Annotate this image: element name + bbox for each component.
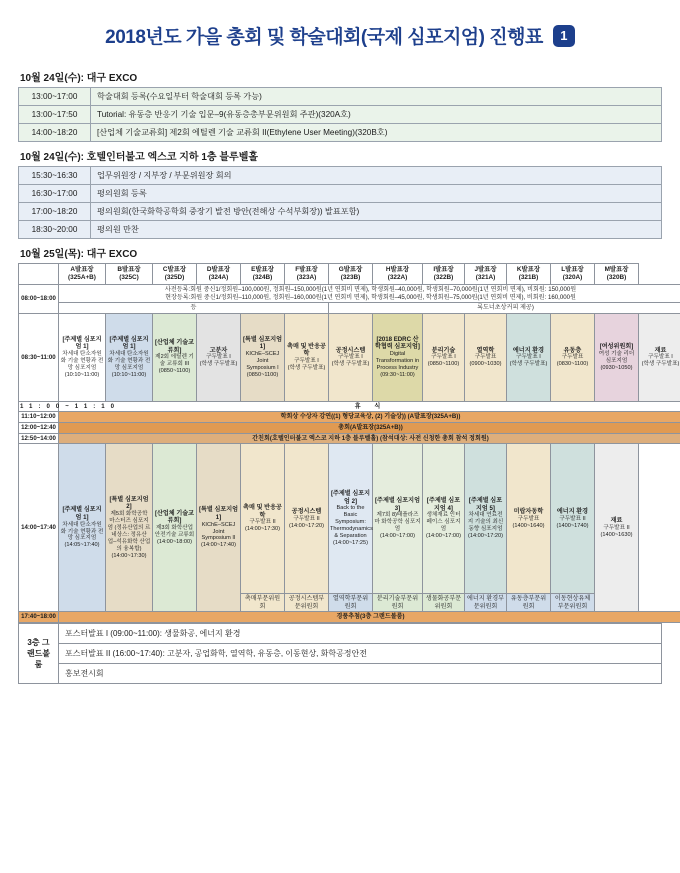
session-cell-b-pm[interactable] [106, 444, 153, 612]
session-name: 미랍자동학 [513, 507, 544, 515]
row-time: 15:30~16:30 [19, 167, 91, 185]
room-sub: (322B) [433, 274, 454, 281]
time-label: 12:50~14:00 [19, 433, 59, 444]
fee-line-1: 사전등록:회원 중신1/정회원–100,000원, 정회원–150,000원(1년 연회비 면제), 학생회원–40,000원, 학생회원–70,000원(1년 연회비 면제), 비회원: 150,000원 [164, 286, 577, 293]
row-text: 평의원회 등록 [91, 185, 662, 203]
table-row [19, 644, 662, 664]
table-row [19, 124, 662, 142]
session-name: [특별 심포지엄 1] [198, 506, 239, 521]
session-cell-j-pm[interactable] [465, 444, 507, 594]
time-label: 14:00~17:40 [19, 444, 59, 612]
session-time: (0830~1100) [556, 361, 589, 368]
session-name: [여성위원회] [599, 343, 634, 351]
session-time: (1400~1740) [556, 522, 589, 529]
footnote-energy-env: 에너지 환경부문위원회 [465, 594, 507, 612]
room-name: M발표장 [604, 266, 629, 273]
prize-draw-row [19, 612, 680, 623]
session-cell-a-pm[interactable] [59, 444, 106, 612]
afternoon-session-row [19, 444, 680, 594]
session-cell-h-am[interactable] [373, 313, 423, 401]
session-cell-g-am[interactable] [329, 313, 373, 401]
session-name: [주제별 심포지엄 2] [330, 490, 371, 505]
session-time: (14:00~17:00) [426, 533, 461, 540]
room-header-d [197, 264, 241, 285]
footnote-fluidization: 유동층부문위원회 [507, 594, 551, 612]
session-cell-m-am[interactable] [595, 313, 639, 401]
poster-row-2: 포스터발표 II (16:00~17:40): 고분자, 공업화학, 열역학, 유동층, 이동현상, 화학공정안전 [59, 644, 662, 664]
room-sub: (323A) [296, 274, 317, 281]
session-sub: 차세대 연료전지 기술의 최신 동향 심포지엄 [467, 512, 504, 533]
award-lecture-row [19, 412, 680, 423]
session-name: [주제별 심포지엄 1] [109, 335, 149, 351]
coffee-row [19, 303, 680, 314]
session-name: 열역학 [476, 346, 495, 354]
room-header-l [551, 264, 595, 285]
footnote-separation: 분리기술부문위원회 [373, 594, 423, 612]
table-row [19, 167, 662, 185]
room-header-a [59, 264, 106, 285]
session-sub: 구두발표 I [516, 354, 541, 361]
session-cell-c-pm[interactable] [153, 444, 197, 612]
session-time: (1400~1630) [600, 531, 633, 538]
grid-header-row [19, 264, 680, 285]
session-sub: 생체재료 인터페이스 심포지엄 [426, 512, 461, 533]
session-sub: 제5회 화학공학 마스터즈 심포지엄 (정유산업의 르네상스: 정유산업–석유화학 산업의 융복합) [107, 511, 151, 552]
session-sub: KIChE–SCEJ Joint Symposium I [245, 350, 280, 371]
room-header-f [285, 264, 329, 285]
time-label: 08:30~11:00 [19, 313, 59, 401]
room-header-i [423, 264, 465, 285]
session-cell-k-pm[interactable] [507, 444, 551, 594]
prize-draw-label: 경품추첨(3층 그랜드볼룸) [59, 612, 680, 623]
footnote-thermodynamics: 열역학부문위원회 [329, 594, 373, 612]
session-name: 고분자 [209, 346, 228, 354]
session-cell-a-am[interactable] [59, 313, 106, 401]
table-row [19, 185, 662, 203]
session-sub: 구두발표 [561, 354, 584, 361]
session-time: (0850~1100) [427, 361, 460, 368]
session-sub: 구두발표 II [603, 524, 630, 531]
room-sub: (323B) [340, 274, 361, 281]
session-sub: 구두발표 I [206, 354, 231, 361]
session-sub: KIChE–SCEJ Joint Symposium II [201, 521, 236, 542]
room-sub: (320B) [606, 274, 627, 281]
room-sub: (325A+B) [68, 274, 96, 281]
luncheon-row [19, 433, 680, 444]
room-name: J발표장 [474, 266, 497, 273]
session-name: 공정시스템 [335, 346, 366, 354]
session-cell-l-am[interactable] [551, 313, 595, 401]
row-time: 16:30~17:00 [19, 185, 91, 203]
session-name: 분리기술 [431, 346, 456, 354]
session-time: (10:10~11:00) [64, 371, 100, 378]
room-header-h [373, 264, 423, 285]
footnote-biochemical: 생물화공부문위원회 [423, 594, 465, 612]
poster-row-3: 홍보전시회 [59, 664, 662, 684]
room-name: F발표장 [295, 266, 318, 273]
session-sub: 차세대 탄소자원화 기술 현황과 전망 심포지엄 [107, 350, 151, 371]
session-sub: 구두발표 [474, 354, 497, 361]
room-sub: (325C) [119, 274, 139, 281]
session-name: [주제별 심포지엄 3] [375, 497, 420, 512]
break-label: 휴 식 [59, 401, 680, 412]
footnote-transport-phenomena: 이동현상유체부문위원회 [551, 594, 595, 612]
session-name: 유동층 [563, 346, 582, 354]
room-name: H발표장 [385, 266, 410, 273]
table-row [19, 106, 662, 124]
time-label: 08:00~18:00 [19, 285, 59, 314]
luncheon-label: 간친회(호텔인터불고 엑스코 지하 1층 블루벨홀) (참석대상: 사전 신청한 총회 참석 정회원) [59, 433, 680, 444]
main-program-grid [18, 263, 680, 623]
schedule-table-oct24-hotel [18, 166, 662, 239]
room-sub: (324A) [208, 274, 229, 281]
session-cell-e-am[interactable] [241, 313, 285, 401]
session-sub: 여성 기술 리더 심포지엄 [598, 350, 635, 364]
time-label: 17:40~18:00 [19, 612, 59, 623]
session-time: (학생 구두발표) [641, 361, 680, 368]
table-row [19, 624, 662, 644]
room-header-e [241, 264, 285, 285]
session-time: (10:10~11:00) [111, 371, 147, 378]
session-name: [2018 EDRC 산학협력 심포지엄] [375, 335, 420, 351]
footnote-process-systems: 공정시스템부문위원회 [285, 594, 329, 612]
session-name: [특별 심포지엄 1] [242, 335, 283, 351]
section-heading-2: 10월 24일(수): 호텔인터불고 엑스코 지하 1층 블루벨홀 [20, 152, 259, 163]
row-text: 평의원회(한국화학공학회 중장기 발전 방안(전해상 수석부회장)) 발표포함) [91, 203, 662, 221]
session-time: (14:00~17:40) [201, 542, 236, 549]
session-name: [특별 심포지엄 2] [109, 495, 149, 511]
room-sub: (320A) [562, 274, 583, 281]
session-name: 에너지 환경 [556, 507, 589, 515]
room-name: G발표장 [338, 266, 363, 273]
session-sub: 구두발표 I [338, 354, 363, 361]
session-cell-k-am[interactable] [507, 313, 551, 401]
session-sub: 구두발표 I [431, 354, 456, 361]
registration-fee-row [19, 285, 680, 303]
room-header-j [465, 264, 507, 285]
row-text: [산업체 기술교류회] 제2회 에틸렌 기술 교류회 II(Ethylene User Meeting)(320B호) [91, 124, 662, 142]
general-assembly-label: 총회(A발표장(325A+B)) [59, 423, 680, 434]
room-name: E발표장 [251, 266, 274, 273]
session-time: (14:00~18:00) [157, 538, 192, 545]
session-cell-d-am[interactable] [197, 313, 241, 401]
session-time: (학생 구두발표) [287, 364, 326, 371]
session-sub: 제2회 에틸렌 기술 교류회 III [155, 354, 194, 368]
row-time: 14:00~18:20 [19, 124, 91, 142]
room-sub: (325D) [164, 274, 185, 281]
page-number-badge: 1 [553, 25, 575, 47]
session-cell-e-pm[interactable] [241, 444, 285, 594]
session-time: (0900~1030) [469, 361, 502, 368]
room-header-b [106, 264, 153, 285]
room-header-g [329, 264, 373, 285]
session-time: (14:05~17:40) [64, 542, 100, 549]
session-sub: Back to the Basic Symposium: Thermodynamics & Separation [330, 505, 373, 540]
title-text: 2018년도 가을 총회 및 학술대회(국제 심포지엄) 진행표 [105, 27, 543, 48]
section-heading-1: 10월 24일(수): 대구 EXCO [20, 73, 138, 84]
session-name: [주제별 심포지엄 5] [468, 497, 503, 512]
session-cell-g-pm[interactable] [329, 444, 373, 594]
session-cell-f-pm[interactable] [285, 444, 329, 594]
session-time: (14:00~17:30) [245, 526, 280, 533]
session-time: (0850~1100) [246, 371, 279, 378]
session-sub: 구두발표 [517, 515, 540, 522]
time-label: 11:00~11:10 [19, 401, 59, 412]
room-name: D발표장 [206, 266, 231, 273]
session-cell-c-am[interactable] [153, 313, 197, 401]
table-row [19, 664, 662, 684]
session-sub: 구두발표 II [559, 515, 586, 522]
session-name: [주제별 심포지엄 4] [426, 497, 461, 512]
session-time: (14:00~17:25) [333, 540, 368, 547]
session-time: (0930~1050) [600, 364, 633, 371]
session-sub: Digital Transformation in Process Industry [375, 350, 420, 371]
room-name: L발표장 [561, 266, 584, 273]
room-name: K발표장 [516, 266, 541, 273]
venue-label-grand-ballroom: 3층 그랜드볼룸 [19, 624, 59, 684]
time-label: 12:00~12:40 [19, 423, 59, 434]
row-text: Tutorial: 유동층 반응기 기술 입문–9(유동층총부문위원회 주관)(320A호) [91, 106, 662, 124]
poster-session-table [18, 623, 662, 684]
row-time: 13:00~17:00 [19, 88, 91, 106]
room-header-c [153, 264, 197, 285]
session-cell-b-am[interactable] [106, 313, 153, 401]
session-cell-j-am[interactable] [465, 313, 507, 401]
session-cell-n-am[interactable] [639, 313, 680, 401]
row-time: 17:00~18:20 [19, 203, 91, 221]
session-cell-d-pm[interactable] [197, 444, 241, 612]
room-sub: (324B) [252, 274, 273, 281]
poster-row-1: 포스터발표 I (09:00~11:00): 생물화공, 에너지 환경 [59, 624, 662, 644]
session-name: 촉매 및 반응공학 [243, 504, 282, 519]
session-cell-i-pm[interactable] [423, 444, 465, 594]
schedule-table-oct24-exco [18, 87, 662, 142]
session-name: 공정시스템 [291, 507, 322, 515]
header-blank [19, 264, 59, 285]
session-sub: 제7회 8)태플라즈마 화학공학 심포지엄 [374, 512, 421, 533]
row-time: 18:30~20:00 [19, 221, 91, 239]
session-time: (학생 구두발표) [509, 361, 548, 368]
fee-line-2: 현장등록:회원 중신1/정회원–110,000원, 정회원–160,000원(1년 연회비 면제), 학생회원–45,000원, 학생회원–75,000원(1년 연회비 면제), 비회원: 160,000원 [165, 293, 576, 301]
break-row [19, 401, 680, 412]
session-time: (14:00~17:30) [111, 552, 147, 559]
morning-session-row [19, 313, 680, 401]
session-name: [산업체 기술교류회] [154, 339, 195, 354]
room-header-m [595, 264, 639, 285]
row-text: 업무위원장 / 지부장 / 부문위원장 회의 [91, 167, 662, 185]
session-time: (0850~1100) [158, 368, 191, 375]
room-header-k [507, 264, 551, 285]
session-cell-h-pm[interactable] [373, 444, 423, 594]
room-name: B발표장 [117, 266, 141, 273]
session-name: 재료 [654, 346, 667, 354]
room-name: C발표장 [162, 266, 187, 273]
session-cell-i-am[interactable] [423, 313, 465, 401]
table-row [19, 203, 662, 221]
room-sub: (322A) [387, 274, 408, 281]
session-sub: 구두발표 II [293, 515, 320, 522]
session-time: (09:30~11:00) [380, 371, 415, 378]
room-sub: (321A) [475, 274, 496, 281]
row-text: 학술대회 등록(수요일부터 학술대회 등록 가능) [91, 88, 662, 106]
session-sub: 차세대 탄소자원화 기술 현황과 전망 심포지엄 [60, 350, 104, 371]
session-time: (14:00~17:00) [380, 533, 415, 540]
room-name: I발표장 [433, 266, 454, 273]
session-name: [주제별 심포지엄 1] [62, 506, 102, 521]
session-sub: 구두발표 II [249, 519, 276, 526]
row-time: 13:00~17:50 [19, 106, 91, 124]
table-row [19, 221, 662, 239]
time-label: 11:10~12:00 [19, 412, 59, 423]
session-time: (14:00~17:20) [289, 522, 324, 529]
row-text: 평의원 만찬 [91, 221, 662, 239]
session-time: (1400~1640) [512, 522, 545, 529]
general-assembly-row [19, 423, 680, 434]
session-cell-l-pm[interactable] [551, 444, 595, 594]
session-name: 재료 [610, 517, 623, 525]
room-name: A발표장 [70, 266, 94, 273]
session-sub: 차세대 탄소자원화 기술 현황과 전망 심포지엄 [60, 521, 104, 542]
session-cell-m-pm[interactable] [595, 444, 639, 612]
session-name: 촉매 및 반응공학 [287, 342, 326, 358]
deung-cell: 등 [59, 303, 329, 314]
session-name: [산업체 기술교류회] [154, 509, 195, 525]
page-title [18, 0, 662, 63]
coffee-cell: 록도너초상커피 제공) [329, 303, 680, 314]
table-row [19, 88, 662, 106]
session-cell-f-am[interactable] [285, 313, 329, 401]
session-name: 에너지 환경 [512, 346, 545, 354]
session-sub: 제3회 화학산업 안전기술 교류회 [154, 525, 195, 538]
session-name: [주제별 심포지엄 1] [62, 335, 102, 351]
room-sub: (321B) [518, 274, 539, 281]
fee-info-cell [59, 285, 680, 303]
session-time: (학생 구두발표) [199, 361, 238, 368]
session-time: (14:00~17:20) [468, 533, 503, 540]
award-lecture-label: 학회상 수상자 강연((1) 형당교육상, (2) 기술상)) (A발표장(325A+B)) [59, 412, 680, 423]
session-sub: 구두발표 I [648, 354, 673, 361]
session-time: (학생 구두발표) [331, 361, 370, 368]
section-heading-3: 10월 25일(목): 대구 EXCO [20, 249, 138, 260]
session-sub: 구두발표 I [294, 357, 319, 364]
footnote-catalysis: 촉매부문위원회 [241, 594, 285, 612]
